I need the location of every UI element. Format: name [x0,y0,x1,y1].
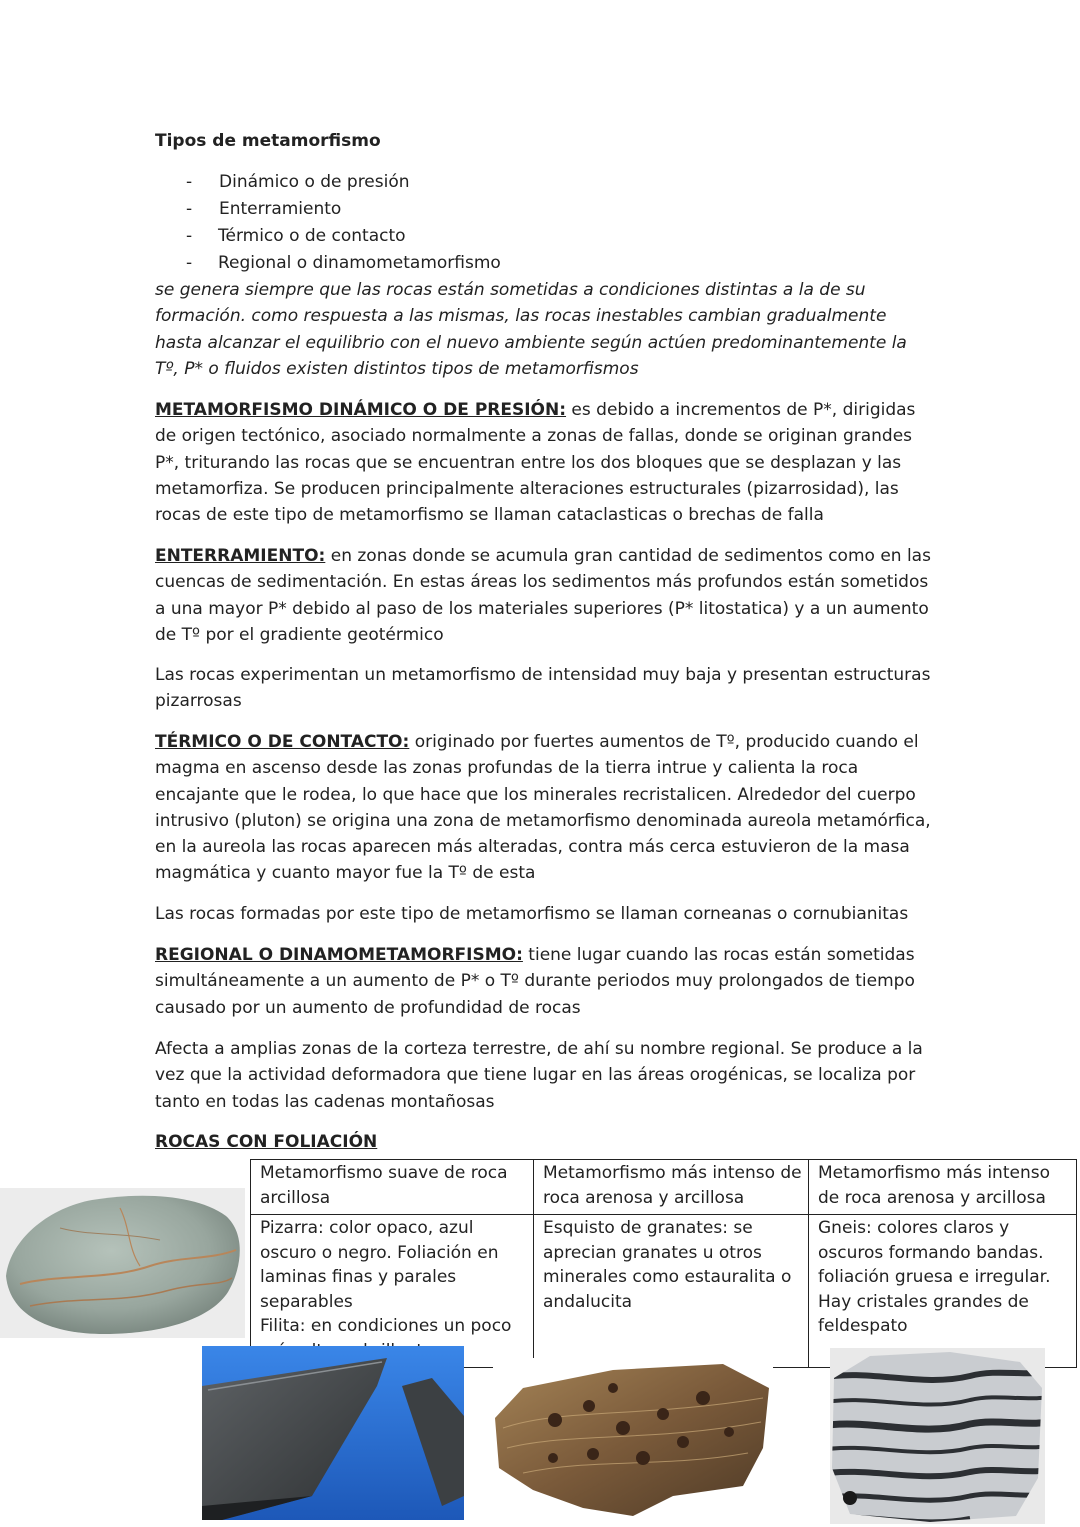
garnet-schist-image [493,1358,773,1518]
regional-text: tiene lugar cuando las rocas están sometidas simultáneamente a un aumento de P* o Tº durante periodos muy prolongados de tiempo causado por un aumento de profundidad de rocas [155,945,915,1018]
dash-icon: - [186,226,193,246]
list-item: - Dinámico o de presión [155,169,501,196]
page-title: Tipos de metamorfismo [155,131,381,151]
regional-paragraph [155,942,935,1021]
types-list [155,169,501,277]
table-row [251,1160,1077,1215]
foliation-table [250,1159,1077,1368]
burial-text: en zonas donde se acumula gran cantidad de sedimentos como en las cuencas de sedimentación. En estas áreas los sedimentos más profundos están sometidos a una mayor P* debido al paso de los materiales superiores (P* litostatica) y a un aumento de Tº por el gradiente geotérmico [155,546,931,645]
burial-label: ENTERRAMIENTO: [155,546,326,566]
foliation-title: ROCAS CON FOLIACIÓN [155,1132,378,1152]
table-row [251,1215,1077,1368]
dynamic-label: METAMORFISMO DINÁMICO O DE PRESIÓN: [155,400,567,420]
slate-rock-image [202,1346,464,1520]
table-cell [534,1215,809,1368]
burial-note: Las rocas experimentan un metamorfismo de intensidad muy baja y presentan estructuras pizarrosas [155,665,931,712]
dash-icon: - [186,199,193,219]
thermal-paragraph [155,729,935,887]
phyllite-description: Filita: en condiciones un poco [260,1316,512,1336]
gneiss-image [830,1348,1045,1524]
garnet-schist-icon [493,1358,773,1518]
burial-paragraph [155,543,935,648]
table-header-cell: Metamorfismo más intenso de roca arenosa y arcillosa [534,1160,809,1215]
gneiss-rock-icon [830,1348,1045,1524]
slate-description: Pizarra: color opaco, azul oscuro o negro. Foliación en laminas finas y parales separables [260,1218,499,1312]
regional-note: Afecta a amplias zonas de la corteza terrestre, de ahí su nombre regional. Se produce a la vez que la actividad deformadora que tiene lugar en las áreas orogénicas, se localiza por tanto en todas las cadenas montañosas [155,1039,923,1112]
schist-description: Esquisto de granates: se aprecian granates u otros minerales como estauralita o andalucita [543,1218,792,1312]
slate-rock-icon [202,1346,464,1520]
gneiss-description: Gneis: colores claros y oscuros formando bandas. foliación gruesa e irregular. Hay cristales grandes de feldespato [818,1218,1051,1336]
dynamic-paragraph [155,397,935,528]
table-header-cell: Metamorfismo suave de roca arcillosa [251,1160,534,1215]
table-header-cell: Metamorfismo más intenso de roca arenosa y arcillosa [809,1160,1077,1215]
table-cell [809,1215,1077,1368]
regional-label: REGIONAL O DINAMOMETAMORFISMO: [155,945,523,965]
table-cell [251,1215,534,1368]
phyllite-rock-image [0,1188,245,1338]
list-item: - Regional o dinamometamorfismo [155,250,501,277]
thermal-text: originado por fuertes aumentos de Tº, producido cuando el magma en ascenso desde las zonas profundas de la tierra intrue y calienta la roca encajante que le rodea, lo que hace que los minerales recristalicen. Alrededor del cuerpo intrusivo (pluton) se origina una zona de metamorfismo denominada aureola metamórfica, en la aureola las rocas aparecen más alteradas, contra más cerca estuvieron de la masa magmática y cuanto mayor fue la Tº de esta [155,732,931,884]
intro-paragraph: se genera siempre que las rocas están sometidas a condiciones distintas a la de su formación. como respuesta a las mismas, las rocas inestables cambian gradualmente hasta alcanzar el equilibrio con el nuevo ambiente según actúen predominantemente la Tº, P* o fluidos existen distintos tipos de metamorfismos [155,280,907,379]
dynamic-text: es debido a incrementos de P*, dirigidas de origen tectónico, asociado normalmente a zonas de fallas, donde se originan grandes P*, triturando las rocas que se encuentran entre los dos bloques que se desplazan y las metamorfiza. Se producen principalmente alteraciones estructurales (pizarrosidad), las rocas de este tipo de metamorfismo se llaman cataclasticas o brechas de falla [155,400,916,526]
thermal-label: TÉRMICO O DE CONTACTO: [155,732,410,752]
dash-icon: - [186,253,193,273]
list-item: - Enterramiento [155,196,501,223]
phyllite-rock-icon [0,1188,245,1338]
dash-icon: - [186,172,193,192]
thermal-note: Las rocas formadas por este tipo de metamorfismo se llaman corneanas o cornubianitas [155,904,909,924]
list-item: - Térmico o de contacto [155,223,501,250]
